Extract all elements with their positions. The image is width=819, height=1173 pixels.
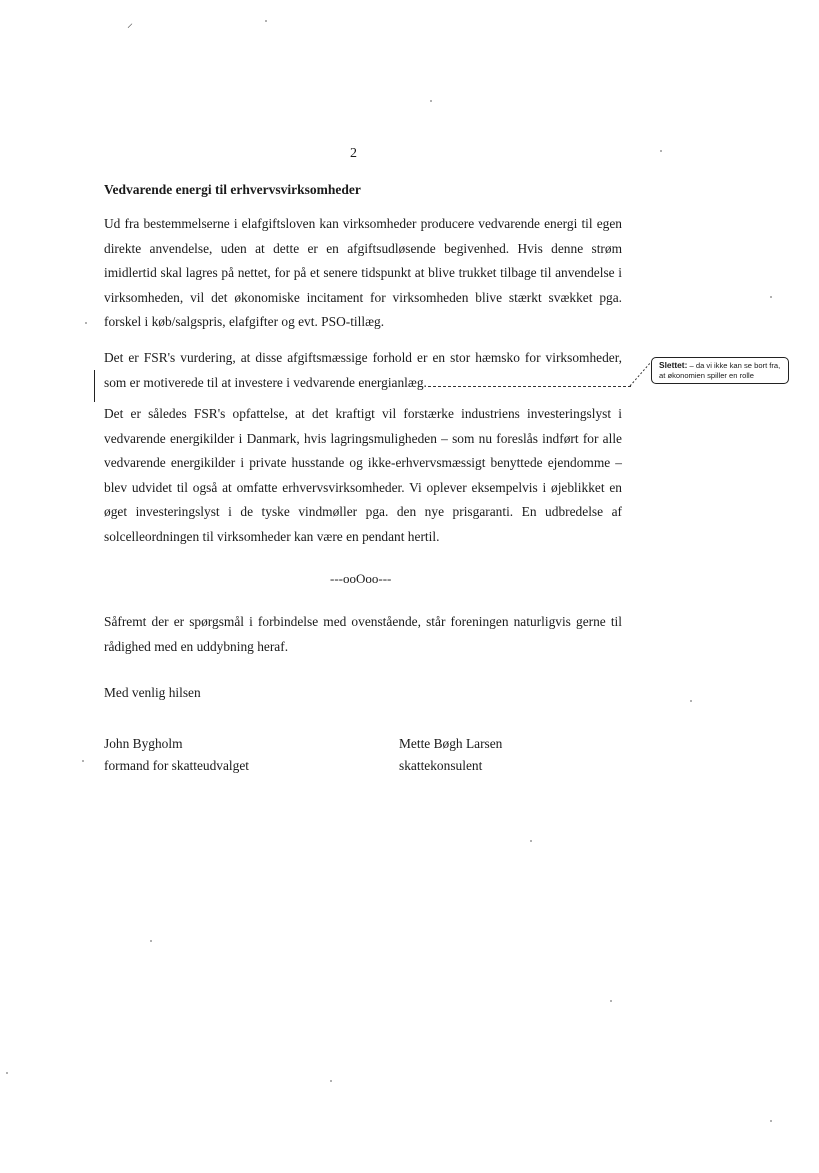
closing-greeting: Med venlig hilsen bbox=[104, 685, 201, 700]
signatory-title: formand for skatteudvalget bbox=[104, 758, 250, 773]
scan-speck bbox=[330, 1080, 332, 1082]
signatory-name: John Bygholm bbox=[104, 736, 183, 751]
scan-speck bbox=[85, 322, 87, 324]
scan-speck bbox=[610, 1000, 612, 1002]
deletion-comment-balloon[interactable] bbox=[651, 357, 789, 384]
scan-speck bbox=[6, 1072, 8, 1074]
paragraph-fsr-assessment: Det er FSR's vurdering, at disse afgiftsmæssige forhold er en stor hæmsko for virksomheder, som er motiverede til at investere i vedvarende energianlæg. bbox=[104, 350, 622, 390]
comment-text: – da vi ikke kan se bort fra, at økonomien spiller en rolle bbox=[659, 361, 781, 380]
paragraph-contact: Såfremt der er spørgsmål i forbindelse med ovenstående, står foreningen naturligvis gerne til rådighed med en uddybning heraf. bbox=[104, 614, 622, 654]
scan-speck bbox=[430, 100, 432, 102]
section-heading: Vedvarende energi til erhvervsvirksomheder bbox=[104, 182, 361, 197]
comment-leader-connector bbox=[630, 361, 652, 387]
signature-right bbox=[399, 733, 502, 777]
scan-speck bbox=[265, 20, 267, 22]
scan-speck bbox=[150, 940, 152, 942]
scan-speck bbox=[530, 840, 532, 842]
signature-left bbox=[104, 733, 249, 777]
comment-leader-line bbox=[428, 386, 631, 387]
paragraph-storage-rules: Ud fra bestemmelserne i elafgiftsloven kan virksomheder producere vedvarende energi til egen direkte anvendelse, uden at dette er en afgiftsudløsende begivenhed. Hvis denne strøm imidlertid skal lagres på nettet, for på et senere tidspunkt at blive trukket tilbage til anvendelse i virksomheden, vil det økonomiske incitament for virksomheden blive stærkt svækket pga. forskel i køb/salgspris, elafgifter og evt. PSO-tillæg. bbox=[104, 216, 622, 330]
signatory-title: skattekonsulent bbox=[399, 758, 483, 773]
comment-label: Slettet: bbox=[659, 360, 688, 370]
scan-mark: ⸝ bbox=[127, 16, 134, 30]
scan-speck bbox=[82, 760, 84, 762]
scan-speck bbox=[770, 296, 772, 298]
section-separator: ---ooOoo--- bbox=[330, 571, 392, 586]
scan-speck bbox=[770, 1120, 772, 1122]
signatory-name: Mette Bøgh Larsen bbox=[399, 736, 503, 751]
paragraph-fsr-opinion: Det er således FSR's opfattelse, at det kraftigt vil forstærke industriens investeringslyst i vedvarende energikilder i Danmark, hvis lagringsmuligheden – som nu foreslås indført for alle vedvarende energikilder i private husstande og ikke-erhvervsmæssigt benyttede ejendomme – blev udvidet til også at omfatte erhvervsvirksomheder. Vi oplever eksempelvis i øjeblikket en øget investeringslyst i de tyske vindmøller pga. den nye prisgaranti. En udbredelse af solcelleordningen til virksomheder kan være en pendant hertil. bbox=[104, 406, 622, 544]
revision-change-bar bbox=[94, 370, 95, 402]
page-number: 2 bbox=[350, 146, 357, 161]
scan-speck bbox=[690, 700, 692, 702]
scan-speck bbox=[660, 150, 662, 152]
